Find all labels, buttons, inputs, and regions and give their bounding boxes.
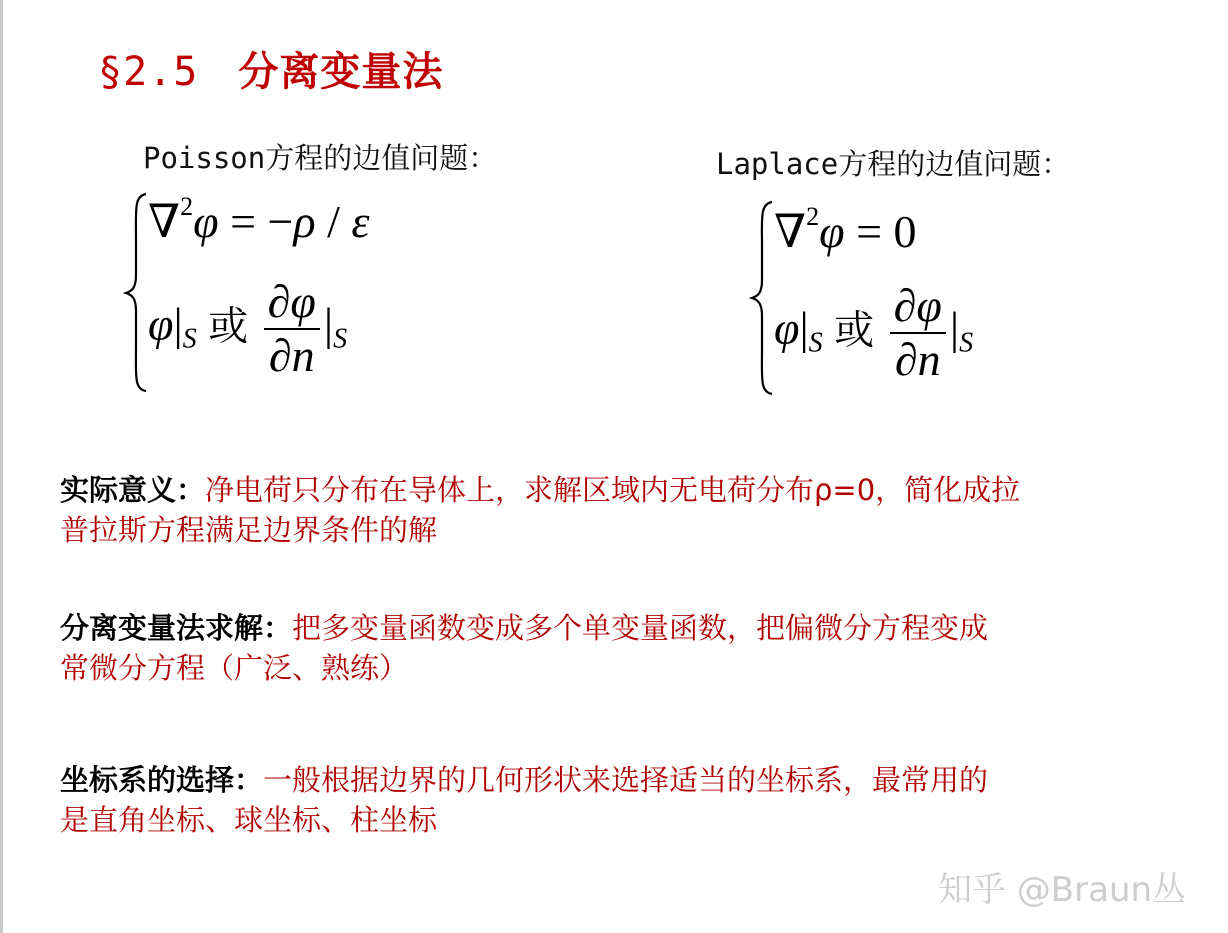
separation-line-1: 把多变量函数变成多个单变量函数，把偏微分方程变成	[292, 611, 989, 645]
section-number: §2.5	[98, 49, 199, 95]
phi-symbol: φ	[774, 302, 800, 354]
poisson-heading-latin: Poisson	[143, 141, 266, 175]
poisson-equation-2	[148, 278, 347, 380]
eval-bar: |	[799, 302, 809, 354]
title-text: 分离变量法	[238, 48, 444, 95]
fraction-numerator: ∂φ	[264, 278, 320, 330]
partial-fraction	[264, 278, 320, 380]
boundary-s: S	[808, 327, 823, 359]
slide-title	[98, 40, 443, 97]
nabla-symbol: ∇	[774, 206, 807, 257]
boundary-s: S	[182, 323, 197, 355]
laplace-heading	[716, 142, 1070, 183]
laplace-heading-cn: 方程的边值问题：	[838, 147, 1071, 181]
poisson-equation-1	[148, 192, 369, 248]
rho-symbol: ρ	[293, 196, 316, 247]
nabla-symbol: ∇	[148, 196, 181, 247]
or-word: 或	[208, 303, 249, 350]
phi-symbol: φ	[819, 206, 845, 257]
boundary-s: S	[959, 327, 974, 359]
fraction-denominator: ∂n	[894, 334, 941, 385]
laplace-equation-1	[774, 202, 917, 258]
epsilon-symbol: ε	[351, 196, 370, 247]
meaning-line-2: 普拉斯方程满足边界条件的解	[60, 513, 438, 547]
eval-bar: |	[323, 298, 334, 350]
poisson-equations	[122, 190, 442, 395]
power-two: 2	[180, 192, 194, 221]
meaning-line-1: 净电荷只分布在导体上，求解区域内无电荷分布ρ=0，简化成拉	[205, 473, 1021, 507]
partial-fraction	[890, 282, 946, 384]
poisson-heading-cn: 方程的边值问题：	[265, 141, 498, 175]
phi-symbol: φ	[148, 298, 174, 350]
equals-zero: = 0	[844, 206, 917, 257]
equals-minus: = −	[218, 196, 294, 247]
coords-paragraph	[60, 760, 1210, 840]
slash-symbol: /	[315, 196, 352, 247]
eval-bar: |	[173, 298, 183, 350]
laplace-equation-2	[774, 282, 973, 384]
boundary-s: S	[333, 323, 348, 355]
poisson-heading	[143, 136, 497, 177]
laplace-heading-latin: Laplace	[716, 147, 839, 181]
coords-label: 坐标系的选择：	[60, 763, 264, 797]
coords-line-1: 一般根据边界的几何形状来选择适当的坐标系，最常用的	[263, 763, 989, 797]
laplace-equations	[748, 198, 1048, 398]
separation-label: 分离变量法求解：	[60, 611, 293, 645]
or-word: 或	[834, 307, 875, 354]
zhihu-watermark: 知乎 @Braun丛	[938, 870, 1187, 910]
fraction-numerator: ∂φ	[890, 282, 946, 334]
left-edge-bar	[0, 0, 3, 933]
phi-symbol: φ	[193, 196, 219, 247]
fraction-denominator: ∂n	[268, 330, 315, 381]
meaning-paragraph	[60, 470, 1210, 550]
separation-paragraph	[60, 608, 1210, 688]
meaning-label: 实际意义：	[60, 473, 206, 507]
separation-line-2: 常微分方程（广泛、熟练）	[60, 651, 409, 685]
coords-line-2: 是直角坐标、球坐标、柱坐标	[60, 803, 438, 837]
power-two: 2	[806, 202, 820, 231]
eval-bar: |	[949, 302, 960, 354]
